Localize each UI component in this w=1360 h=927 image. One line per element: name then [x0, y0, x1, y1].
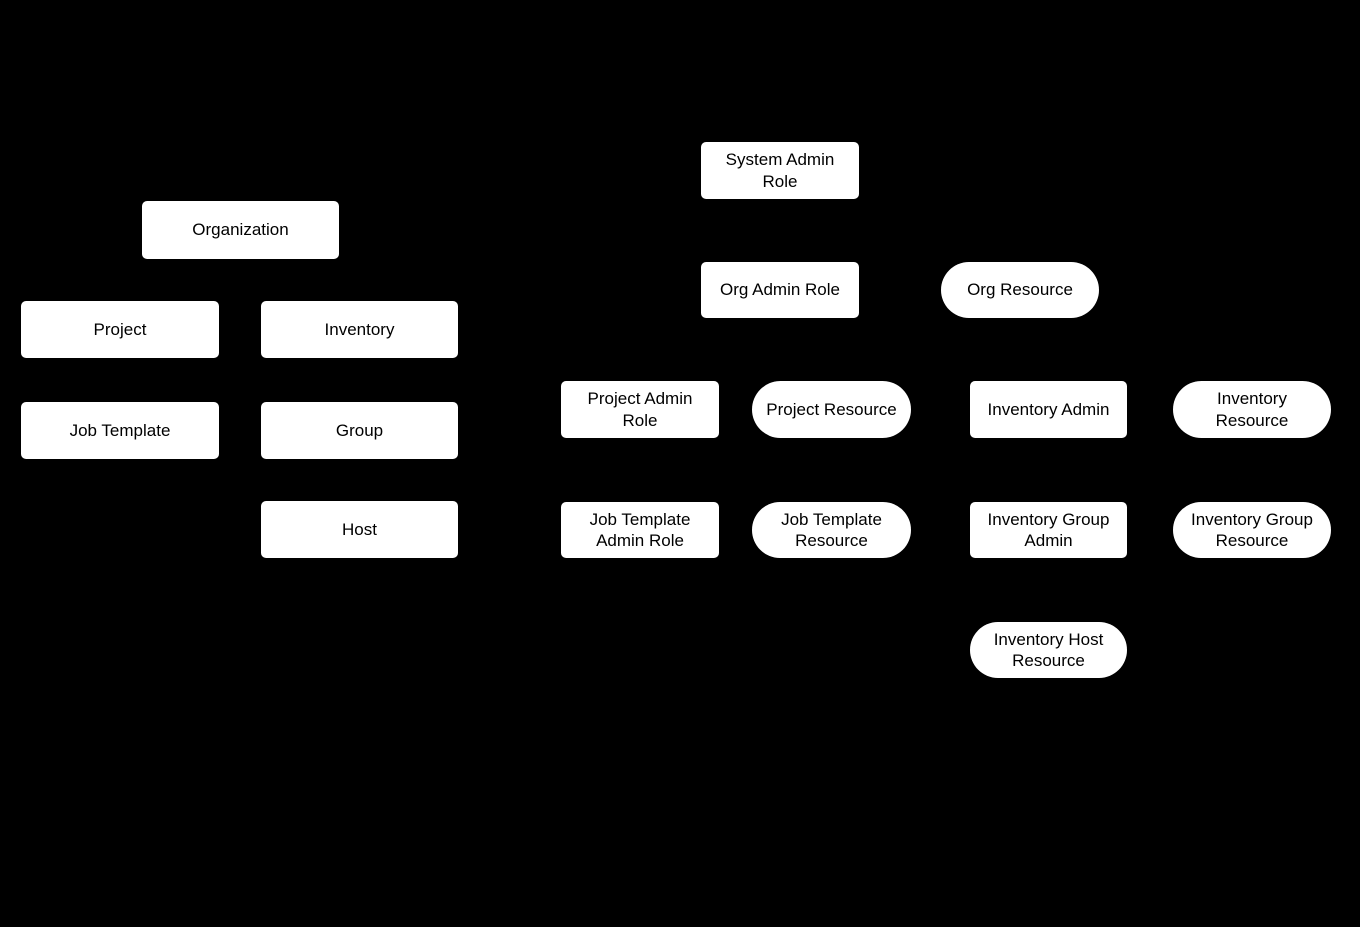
node-label: Host	[342, 519, 377, 539]
node-label: Job Template Admin Role	[589, 509, 691, 550]
node-org-resource	[941, 262, 1099, 318]
node-label: Group	[335, 420, 384, 440]
node-label: Job Template	[69, 420, 171, 440]
node-project-admin-role	[561, 381, 719, 438]
node-label: Job Template Resource	[781, 509, 882, 550]
node-label: Project Admin Role	[587, 389, 693, 430]
node-organization	[142, 201, 339, 259]
node-inventory	[261, 301, 458, 358]
node-label: Org Resource	[967, 280, 1073, 300]
node-inventory-host-resource	[970, 622, 1127, 678]
node-label: Inventory Admin	[987, 399, 1110, 419]
node-inventory-resource	[1173, 381, 1331, 438]
node-label: Inventory	[324, 319, 395, 339]
node-inventory-group-admin	[970, 502, 1127, 558]
node-label: Inventory Resource	[1215, 389, 1289, 430]
node-group	[261, 402, 458, 459]
node-label: Project	[93, 319, 147, 339]
node-project	[21, 301, 219, 358]
node-label: Inventory Group Resource	[1191, 509, 1313, 550]
node-inventory-admin	[970, 381, 1127, 438]
node-label: Organization	[192, 220, 289, 240]
node-label: Project Resource	[766, 399, 897, 419]
node-job-template-resource	[752, 502, 911, 558]
node-system-admin-role	[701, 142, 859, 199]
node-inventory-group-resource	[1173, 502, 1331, 558]
node-project-resource	[752, 381, 911, 438]
node-label: System Admin Role	[725, 150, 835, 191]
node-host	[261, 501, 458, 558]
node-label: Inventory Group Admin	[987, 509, 1110, 550]
node-job-template	[21, 402, 219, 459]
node-org-admin-role	[701, 262, 859, 318]
node-label: Org Admin Role	[720, 280, 840, 300]
node-label: Inventory Host Resource	[993, 629, 1104, 670]
node-job-template-admin-role	[561, 502, 719, 558]
